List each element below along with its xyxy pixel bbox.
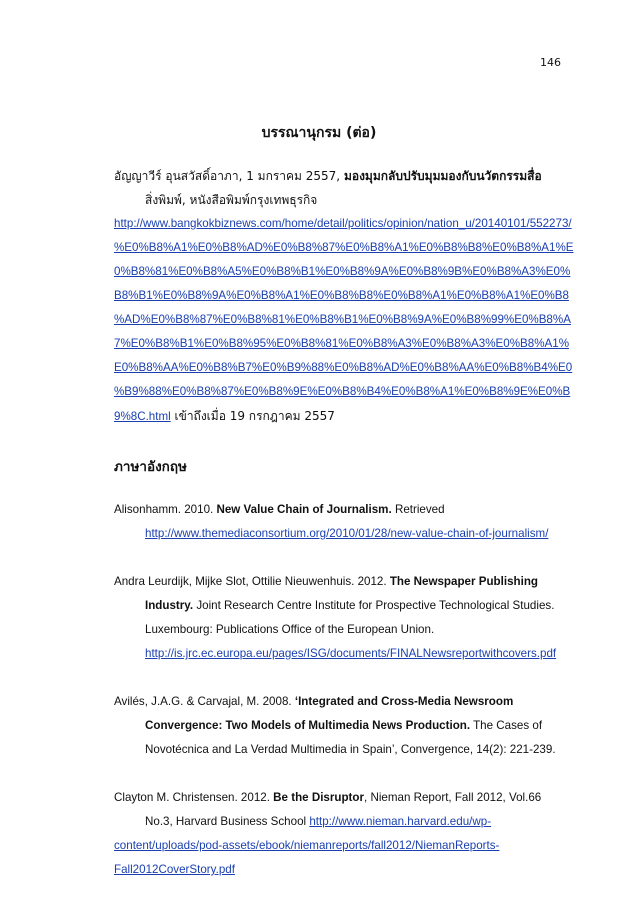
ref-1-title: New Value Chain of Journalism. xyxy=(216,503,392,516)
ref-4-rest: , Nieman Report, Fall 2012, Vol.66 xyxy=(364,791,542,804)
ref-4-url-start[interactable]: http://www.nieman.harvard.edu/wp- xyxy=(309,815,492,828)
ref-3-title-cont: Convergence: Two Models of Multimedia News Production. xyxy=(145,719,471,732)
ref-2-line-2 xyxy=(145,599,554,612)
ref-4-title: Be the Disruptor xyxy=(273,791,364,804)
thai-ref-url-line[interactable]: 0%B8%81%E0%B8%A5%E0%B8%B1%E0%B8%9A%E0%B8%9B%E0%B8%A3%E0% xyxy=(114,265,571,278)
ref-4-url-end[interactable]: Fall2012CoverStory.pdf xyxy=(114,863,235,876)
ref-4-line-2 xyxy=(145,815,491,828)
thai-ref-url-line[interactable]: 7%E0%B8%B1%E0%B8%95%E0%B8%81%E0%B8%A3%E0%B8%A3%E0%B8%A1% xyxy=(114,337,569,350)
thai-ref-publisher: สิ่งพิมพ์, หนังสือพิมพ์กรุงเทพธุรกิจ xyxy=(145,193,318,207)
section-heading: ภาษาอังกฤษ xyxy=(114,459,187,475)
ref-3-title: ‘Integrated and Cross-Media Newsroom xyxy=(294,695,514,708)
thai-ref-url-line[interactable]: %E0%B8%A1%E0%B8%AD%E0%B8%87%E0%B8%A1%E0%B8%B8%E0%B8%A1%E xyxy=(114,241,574,254)
ref-4-line-1 xyxy=(114,791,541,804)
ref-1-line-1 xyxy=(114,503,445,516)
thai-ref-accessed: เข้าถึงเมื่อ 19 กรกฎาคม 2557 xyxy=(170,409,335,423)
thai-ref-url-last-line xyxy=(114,408,335,425)
thai-ref-url-line[interactable]: %B9%88%E0%B8%87%E0%B8%9E%E0%B8%B4%E0%B8%A1%E0%B8%9E%E0%B xyxy=(114,385,571,398)
thai-ref-author: อัญญาวีร์ อุนสวัสดิ์อาภา, 1 มกราคม 2557, xyxy=(114,169,341,183)
ref-2-line-1 xyxy=(114,575,538,588)
ref-3-line-1 xyxy=(114,695,513,708)
ref-2-url[interactable]: http://is.jrc.ec.europa.eu/pages/ISG/documents/FINALNewsreportwithcovers.pdf xyxy=(145,647,557,660)
page-title: บรรณานุกรม (ต่อ) xyxy=(261,125,377,141)
ref-3-line-2 xyxy=(145,719,542,732)
thai-ref-url-end[interactable]: 9%8C.html xyxy=(114,410,171,423)
ref-3-rest: The Cases of xyxy=(470,719,543,732)
thai-ref-url-line[interactable]: http://www.bangkokbiznews.com/home/detail/politics/opinion/nation_u/20140101/552273/ xyxy=(114,217,572,230)
ref-2-line-3: Luxembourg: Publications Office of the European Union. xyxy=(145,623,435,636)
ref-1-url[interactable]: http://www.themediaconsortium.org/2010/01/28/new-value-chain-of-journalism/ xyxy=(145,527,549,540)
thai-ref-url-line[interactable]: E0%B8%AA%E0%B8%B7%E0%B9%88%E0%B8%AD%E0%B8%AA%E0%B8%B4%E0 xyxy=(114,361,573,374)
thai-ref-url-line[interactable]: %AD%E0%B8%87%E0%B8%81%E0%B8%B1%E0%B8%9A%E0%B8%99%E0%B8%A xyxy=(114,313,571,326)
ref-2-rest: Joint Research Centre Institute for Prospective Technological Studies. xyxy=(193,599,555,612)
ref-2-title-cont: Industry. xyxy=(145,599,194,612)
ref-3-line-3: Novotécnica and La Verdad Multimedia in Spain’, Convergence, 14(2): 221-239. xyxy=(145,743,556,756)
thai-ref-title: มองมุมกลับปรับมุมมองกับนวัตกรรมสื่อ xyxy=(343,169,542,183)
ref-2-title: The Newspaper Publishing xyxy=(389,575,538,588)
ref-4-publisher: No.3, Harvard Business School xyxy=(145,815,310,828)
ref-1-author: Alisonhamm. 2010. xyxy=(114,503,217,516)
thai-ref-line-1 xyxy=(114,168,542,184)
ref-1-rest: Retrieved xyxy=(391,503,445,516)
ref-4-url-cont[interactable]: content/uploads/pod-assets/ebook/niemanreports/fall2012/NiemanReports- xyxy=(114,839,500,852)
ref-3-author: Avilés, J.A.G. & Carvajal, M. 2008. xyxy=(114,695,295,708)
page-number: 146 xyxy=(540,56,561,69)
ref-2-author: Andra Leurdijk, Mijke Slot, Ottilie Nieuwenhuis. 2012. xyxy=(114,575,390,588)
thai-ref-url-line[interactable]: B8%B1%E0%B8%9A%E0%B8%A1%E0%B8%B8%E0%B8%A1%E0%B8%A1%E0%B8 xyxy=(114,289,569,302)
ref-4-author: Clayton M. Christensen. 2012. xyxy=(114,791,274,804)
